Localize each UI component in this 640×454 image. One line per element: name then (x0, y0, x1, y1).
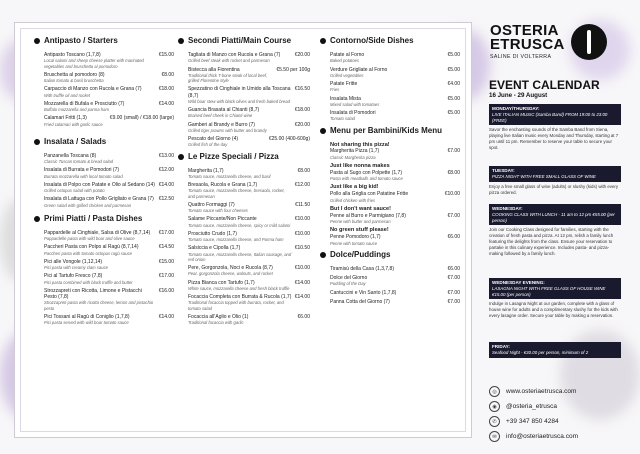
kids-menu-heading: No green stuff please! (330, 227, 389, 234)
menu-item (188, 280, 310, 292)
menu-item (188, 231, 310, 243)
menu-item-price: €17.00 (158, 229, 174, 236)
contact-website[interactable]: ◎ www.osteriaetrusca.com (489, 386, 576, 397)
menu-item-name: Pappardelle al Cinghiale, Salsa di Olive (8,7,14) (44, 229, 151, 236)
menu-item-description: With truffle oil and rocket (44, 92, 91, 98)
kids-menu-item-name: Penne Pomodoro (1,7) (330, 234, 381, 241)
menu-item-name: Insalata di Polpo con Patate e Olio al Sedano (14) (44, 181, 155, 188)
menu-column-left (44, 30, 174, 328)
menu-item-description: Green salad with grilled chicken and parmesan (44, 202, 132, 208)
menu-item-price: €12.50 (158, 196, 174, 203)
menu-item (188, 202, 310, 214)
menu-item-text (44, 52, 156, 69)
brand-logo (490, 24, 607, 60)
menu-item-price: €12.00 (158, 167, 174, 174)
secondi-list (188, 52, 310, 148)
brand-line1: OSTERIA (490, 22, 559, 39)
menu-item-name: Pescato del Giorno (4) (188, 136, 239, 142)
menu-item-description: Baked potatoes (330, 58, 360, 64)
instagram-icon: ◉ (489, 401, 500, 412)
menu-item-price: €14.50 (158, 244, 174, 251)
menu-item-description: Classic Tuscan tomato & bread salad (44, 159, 114, 164)
event-description: Savor the enchanting sounds of the Samba Band from Siena, playing live Italian music every Monday and Thursday, starting at 7 pm until 11 pm. Remember to reserve your table to secure your spot. (489, 127, 619, 151)
menu-item-description: Buffalo mozzarella and parma ham (44, 107, 109, 112)
menu-item (188, 294, 310, 311)
event-header: WEDNESDAY EVENING: LASAGNA NIGHT WITH FREE GLASS OF HOUSE WINE €15.00 (per person) (489, 278, 621, 299)
section-title-antipasti: Antipasto / Starters (34, 36, 174, 46)
menu-item-name: Pici al Tartufo Fresco (7,8) (44, 273, 103, 280)
brand-line2: ETRUSCA (490, 36, 565, 53)
menu-item-description: Pear, gorgonzola cheese, walnuts, and rocket (188, 271, 273, 277)
menu-item-price: €15.00 (158, 52, 174, 58)
menu-item-description: Local salami and sheep cheese platter with marinated vegetables and bruschetta al pomodoro (44, 58, 144, 69)
menu-item-price: €7.00 (447, 298, 460, 305)
menu-item-description: Grilled beef steak with rocket and parmesan (188, 58, 270, 64)
menu-item-description: Grilled tiger prawns with butter and brandy (188, 127, 267, 133)
menu-item-name: Guancia Brasata al Chianti (8,7) (188, 107, 260, 113)
menu-item-price: €5.00 (447, 52, 460, 58)
menu-item-description: Traditional focaccia with garlic (188, 320, 244, 325)
menu-item-description: Pici pasta with creamy clam sauce (44, 265, 108, 270)
bambini-list (330, 142, 460, 246)
email-icon: ✉ (489, 431, 500, 442)
menu-item-description: Traditional focaccia topped with burrata, rocket, and tomato salad (188, 300, 284, 311)
menu-item-price: €5.00 (447, 110, 460, 116)
section-bullet-icon (178, 38, 184, 44)
phone-icon: ✆ (489, 416, 500, 427)
menu-item-name: Spezzatino di Cinghiale in Umido alla Toscana (8,7) (188, 86, 291, 99)
menu-item (188, 265, 310, 277)
contact-phone[interactable]: ✆ +39 347 850 4284 (489, 416, 559, 427)
menu-item-price: €25.00 (400-600g) (268, 136, 310, 142)
menu-item-text (188, 216, 290, 228)
kids-menu-heading: Just like nonna makes (330, 162, 390, 169)
menu-item-description: Paccheri pasta with tomato octopus ragù sauce (44, 250, 132, 256)
menu-item-name: Bresaola, Rucola e Grana (1,7) (188, 182, 258, 188)
menu-item-name: Insalata di Burrata e Pomodori (7) (44, 167, 120, 174)
menu-item (44, 196, 174, 208)
section-title-pizze: Le Pizze Speciali / Pizza (178, 152, 310, 162)
menu-item (44, 115, 174, 127)
section-title-bambini: Menu per Bambini/Kids Menu (320, 126, 460, 136)
menu-item-price: €6.00 (297, 313, 310, 320)
menu-item-name: Paccheri Pasta con Polpo al Ragù (8,7,14) (44, 244, 139, 251)
menu-item-description: Burrata mozzarella with local tomato salad (44, 173, 123, 179)
menu-item (188, 136, 310, 148)
menu-item (188, 216, 310, 228)
menu-item-text (44, 314, 130, 326)
event-block-3 (489, 204, 621, 259)
menu-item-name: Pici alle Vongole (1,12,14) (44, 258, 103, 265)
menu-item-price: €4.00 (447, 81, 460, 87)
menu-item (188, 67, 310, 84)
pizze-list (188, 168, 310, 326)
primi-list (44, 230, 174, 326)
menu-item-description: Braised beef cheek in Chianti wine (188, 113, 253, 119)
menu-item-price: €14.00 (158, 181, 174, 188)
menu-item (188, 245, 310, 262)
menu-item (330, 81, 460, 93)
menu-item-price: €14.00 (158, 100, 174, 107)
menu-item-text (330, 110, 376, 122)
menu-item-description: Pappardelle pasta with wild boar and olive sauce (44, 236, 135, 241)
menu-item-text (330, 275, 367, 287)
kids-menu-item-price: €7.00 (447, 212, 460, 219)
menu-item-text (44, 72, 105, 84)
menu-item-price: €7.00 (447, 275, 460, 282)
kids-menu-item-name: Pollo alla Griglia con Patatine Fritte (330, 191, 409, 198)
menu-item (44, 101, 174, 113)
kids-menu-item-text (330, 170, 403, 182)
menu-item-text (44, 230, 150, 242)
menu-item-description: Pici pasta combined with black truffle and butter (44, 279, 133, 285)
menu-item (188, 168, 310, 180)
menu-item-name: Focaccia Completa con Burrata & Rucola (1,7) (188, 294, 292, 300)
event-block-1 (489, 104, 621, 153)
menu-item-description: Pudding of the Day (330, 281, 366, 287)
menu-item (44, 86, 174, 98)
menu-item-description: Wild boar stew with black olives and fresh baked bread (188, 98, 290, 104)
menu-column-middle (188, 30, 310, 328)
kids-menu-item-price: €6.00 (447, 234, 460, 241)
menu-item (44, 230, 174, 242)
menu-item-name: Pici Tossani al Ragù di Coniglio (1,7,8) (44, 313, 130, 320)
event-header: TUESDAY: PIZZA NIGHT WITH FREE SMALL GLASS OF WINE (489, 166, 621, 182)
event-block-5 (489, 342, 621, 358)
section-title-insalata: Insalata / Salads (34, 137, 174, 147)
section-bullet-icon (34, 38, 40, 44)
menu-item-name: Patate al Forno (330, 52, 365, 58)
menu-item-description: White sauce, mozzarella cheese and fresh black truffle (188, 285, 290, 291)
event-header: FRIDAY: Seafood Night - €30.00 per person, minimum of 2 (489, 342, 621, 358)
menu-item-text (44, 101, 124, 113)
menu-item-text (330, 299, 390, 305)
menu-item-text (188, 280, 289, 292)
kids-menu-item-description: Penne with butter and parmesan (330, 219, 391, 225)
menu-item (330, 67, 460, 79)
event-calendar-dates: 16 June - 29 August (489, 92, 548, 99)
menu-item-text (188, 182, 292, 199)
menu-item-name: Pere, Gorgonzola, Noci e Rucola (8,7) (188, 265, 273, 271)
menu-item-price: €14.00 (294, 279, 310, 286)
section-title-contorni: Contorno/Side Dishes (320, 36, 460, 46)
menu-item-text (188, 168, 270, 180)
brand-tagline: SALINE DI VOLTERRA (490, 54, 552, 60)
menu-item-text (188, 52, 280, 64)
menu-item-name: Tagliata di Manzo con Rucola e Grana (7) (188, 52, 281, 58)
menu-item (44, 288, 174, 311)
menu-item-name: Insalata di Pomodori (330, 110, 376, 116)
menu-item-text (44, 259, 108, 271)
menu-item (44, 182, 174, 194)
kids-menu-item-price: €10.00 (444, 191, 460, 198)
event-block-4 (489, 278, 621, 321)
menu-item-name: Insalata di Lattuga con Pollo Grigliato e Grana (7) (44, 196, 154, 203)
menu-item-price: €5.00 (447, 66, 460, 73)
menu-item-name: Patate Fritte (330, 81, 358, 87)
kids-menu-item-text (330, 148, 379, 160)
menu-item-price: €8.00 (297, 167, 310, 174)
menu-item-description: Tomato sauce, mozzarella cheese, Italian sausage, and red onion (188, 251, 292, 262)
menu-item (188, 107, 310, 119)
menu-item (188, 52, 310, 64)
event-header: MONDAY/THURSDAY: LIVE ITALIAN MUSIC (Samba Band) FROM 19:00 to 23:00 (FREE) (489, 104, 621, 125)
menu-item-price: €17.00 (158, 273, 174, 280)
event-calendar-title: EVENT CALENDAR (489, 78, 600, 92)
menu-item (330, 290, 460, 296)
menu-item-text (188, 86, 292, 104)
menu-item-text (330, 96, 379, 108)
menu-item (330, 299, 460, 305)
menu-item-name: Panzanella Toscana (8) (44, 152, 97, 159)
menu-item-name: Cantuccini e Vin Santo (1,7,8) (330, 289, 397, 296)
menu-item-price: €18.00 (158, 86, 174, 93)
menu-item-text (44, 244, 139, 256)
menu-item-text (44, 288, 156, 311)
menu-item-name: Tiramisù della Casa (1,3,7,8) (330, 265, 395, 272)
menu-item-text (330, 67, 387, 79)
menu-item-text (44, 153, 113, 165)
kids-menu-item (330, 170, 460, 182)
menu-item-text (330, 81, 357, 93)
menu-item-text (188, 107, 259, 119)
section-bullet-icon (34, 216, 40, 222)
menu-item-price: €8.00 (161, 71, 174, 78)
menu-item-description: Tomato sauce, mozzarella cheese, and Parma ham (188, 237, 284, 242)
event-block-2 (489, 166, 621, 198)
menu-item-name: Pizza Bianca con Tartufo (1,7) (188, 279, 255, 286)
menu-item-text (330, 290, 396, 296)
menu-item-description: Tomato sauce, mozzarella cheese, spicy or mild salami (188, 222, 291, 228)
section-bullet-icon (320, 38, 326, 44)
menu-item (44, 72, 174, 84)
menu-item-price: €16.50 (294, 86, 310, 93)
kids-menu-item-price: €8.00 (447, 169, 460, 176)
menu-item-text (188, 314, 248, 326)
menu-item-price: €5.00 (447, 95, 460, 102)
menu-item-price: €18.00 (294, 107, 310, 113)
dolce-list (330, 266, 460, 305)
menu-item-text (44, 182, 155, 194)
menu-item-price: €20.00 (294, 52, 310, 58)
kids-menu-item-description: Grilled chicken with fries (330, 197, 376, 203)
kids-menu-item-price: €7.00 (447, 148, 460, 155)
menu-item-price: €10.00 (294, 230, 310, 237)
menu-item-name: Dolce del Giorno (330, 275, 368, 282)
kids-menu-heading: Just like a big kid! (330, 184, 379, 191)
contact-instagram[interactable]: ◉ @osteria_etrusca (489, 401, 557, 412)
menu-item (330, 96, 460, 108)
kids-menu-item-description: Pasta with meatballs and tomato sauce (330, 176, 403, 182)
menu-item (330, 52, 460, 64)
menu-item-price: €5.50 per 100g (276, 66, 310, 73)
menu-item (44, 167, 174, 179)
menu-item-name: Salsiccia e Cipolla (1,7) (188, 245, 241, 252)
menu-item-text (188, 294, 292, 311)
event-description: Indulge in Lasagna Night at our garden, complete with a glass of house wine for adults and a complimentary slushy for the kids with every lasagne order. Secure your table by making a reservation. (489, 301, 618, 319)
menu-item-text (188, 122, 267, 134)
menu-item-text (44, 86, 142, 98)
kids-menu-item-name: Penne al Burro e Parmigiano (7,8) (330, 212, 406, 219)
menu-item-price: €7.00 (447, 289, 460, 296)
menu-item-description: Tomato salad (330, 116, 355, 122)
menu-item-description: Pici pasta served with wild boar tomato sauce (44, 320, 129, 325)
menu-item-price: €14.00 (158, 313, 174, 320)
menu-item-name: Carpaccio di Manzo con Rucola e Grana (7) (44, 86, 142, 93)
section-bullet-icon (320, 252, 326, 258)
menu-item-text (188, 245, 292, 262)
menu-item-text (44, 115, 103, 127)
section-title-primi: Primi Piatti / Pasta Dishes (34, 214, 174, 224)
menu-item-name: Calamari Fritti (1,3) (44, 115, 87, 122)
menu-item (44, 273, 174, 285)
menu-item-price: €15.00 (158, 258, 174, 265)
menu-item-name: Bruschetta al pomodoro (8) (44, 71, 105, 78)
section-bullet-icon (178, 154, 184, 160)
menu-item-description: Grilled vegetables (330, 72, 364, 78)
kids-menu-heading: But I don't want sauce! (330, 205, 391, 212)
menu-item-price: €14.00 (294, 294, 310, 300)
kids-menu-item-description: Classic Margherita pizza (330, 154, 376, 160)
menu-item-name: Insalata Mista (330, 95, 361, 102)
menu-item-name: Verdure Grigliate al Forno (330, 66, 388, 73)
kids-menu-item (330, 191, 460, 203)
event-description: Enjoy a free small glass of wine (adults) or slushy (kids) with every pizza ordered. (489, 183, 619, 195)
contact-email[interactable]: ✉ info@osteriaetrusca.com (489, 431, 578, 442)
menu-item (330, 275, 460, 287)
menu-item-price: €10.00 (294, 265, 310, 271)
menu-item-description: Tomato sauce with four cheeses (188, 208, 248, 213)
menu-item-text (330, 266, 394, 272)
kids-menu-item-text (330, 213, 406, 225)
menu-item-price: €16.00 (158, 287, 174, 294)
kids-menu-item (330, 234, 460, 246)
antipasti-list (44, 52, 174, 127)
menu-item-text (44, 167, 123, 179)
menu-item-text (188, 67, 273, 84)
menu-item-description: Grilled fish of the day (188, 142, 228, 148)
insalata-list (44, 153, 174, 208)
menu-item-description: Tomato sauce, mozzarella cheese, and basil (188, 173, 271, 179)
menu-item-name: Panna Cotta del Giorno (7) (330, 298, 390, 305)
menu-item-name: Antipasto Toscano (1,7,8) (44, 52, 101, 58)
menu-item (44, 52, 174, 69)
menu-item-description: Grilled octopus salad with potato (44, 188, 105, 193)
section-bullet-icon (320, 128, 326, 134)
menu-item-text (188, 202, 248, 214)
menu-item-description: Fried calamari with garlic sauce (44, 121, 103, 127)
menu-item-name: Strozzapreti con Ricotta, Limone e Pistacchi Pesto (7,8) (44, 287, 142, 300)
kids-menu-item (330, 213, 460, 225)
kids-menu-item-name: Pasta al Sugo con Polpette (1,7) (330, 169, 402, 176)
menu-item (188, 314, 310, 326)
menu-item (44, 314, 174, 326)
menu-column-right (330, 30, 460, 308)
event-header: WEDNESDAY: COOKING CLASS WITH LUNCH - 11 am to 12 pm €55.00 (per person) (489, 204, 621, 225)
menu-item (188, 122, 310, 134)
menu-item-name: Focaccia all'Aglio e Olio (1) (188, 313, 249, 320)
menu-item (44, 259, 174, 271)
menu-item (44, 244, 174, 256)
menu-item-description: Tomato sauce, mozzarella cheese, bresaola, rocket, and parmesan (188, 188, 285, 199)
menu-item-price: €12.00 (294, 182, 310, 188)
menu-item-price: €10.50 (294, 245, 310, 252)
section-title-dolce: Dolce/Puddings (320, 250, 460, 260)
menu-item-description: Italian tomato & basil bruschetta (44, 78, 104, 83)
logo-emblem-icon (571, 24, 607, 60)
menu-item-price: €9.00 (small) / €18.00 (large) (109, 115, 174, 122)
globe-icon: ◎ (489, 386, 500, 397)
menu-item (330, 266, 460, 272)
menu-item-description: Mixed salad with tomatoes (330, 101, 380, 107)
kids-menu-heading: Not sharing this pizza! (330, 141, 390, 148)
menu-item-price: €6.00 (447, 265, 460, 272)
menu-item-price: €10.00 (294, 216, 310, 223)
kids-menu-item-name: Margherita Pizza (1,7) (330, 148, 380, 155)
menu-item-text (330, 52, 364, 64)
menu-item-text (188, 231, 284, 243)
menu-item-text (188, 265, 273, 277)
menu-item-text (44, 273, 133, 285)
menu-item-name: Gamberi al Brandy e Burro (7) (188, 121, 255, 128)
menu-item-name: Quattro Formaggi (7) (188, 201, 235, 208)
menu-item-price: €20.00 (294, 121, 310, 128)
event-description: Join our Cooking Class designed for families, starting with the creation of fresh pasta and pizza. At 12 pm, relish a family lunch featuring the delights from the class. Ensure your reservation to partake in this culinary experience. Includes pasta- and pizza-making followed by a family lunch. (489, 227, 614, 257)
menu-item-name: Mozzarella di Bufala e Prosciutto (7) (44, 100, 125, 107)
menu-item-description: Strozzapreti pasta with ricotta cheese, lemon and pistachio pesto (44, 300, 154, 311)
kids-menu-item-text (330, 191, 408, 203)
contorni-list (330, 52, 460, 122)
menu-item-text (44, 196, 154, 208)
menu-item-price: €13.00 (158, 152, 174, 159)
menu-item-description: Fries (330, 87, 340, 93)
kids-menu-item-description: Penne with tomato sauce (330, 240, 378, 246)
menu-item (44, 153, 174, 165)
menu-item (188, 182, 310, 199)
section-bullet-icon (34, 139, 40, 145)
menu-item-name: Margherita (1,7) (188, 167, 224, 174)
menu-item-text (188, 136, 238, 148)
menu-item-name: Salame Piccante/Non Piccante (188, 216, 257, 223)
menu-item (188, 86, 310, 104)
menu-item-name: Prosciutto Crudo (1,7) (188, 230, 237, 237)
menu-item-price: €11.50 (295, 201, 310, 208)
kids-menu-item-text (330, 234, 381, 246)
menu-item (330, 110, 460, 122)
kids-menu-item (330, 148, 460, 160)
menu-item-description: Traditional thick T-bone steak of local beef, grilled Florentine style (188, 72, 268, 83)
section-title-secondi: Secondi Piatti/Main Course (178, 36, 310, 46)
menu-item-name: Bistecca alla Fiorentina (188, 66, 240, 73)
